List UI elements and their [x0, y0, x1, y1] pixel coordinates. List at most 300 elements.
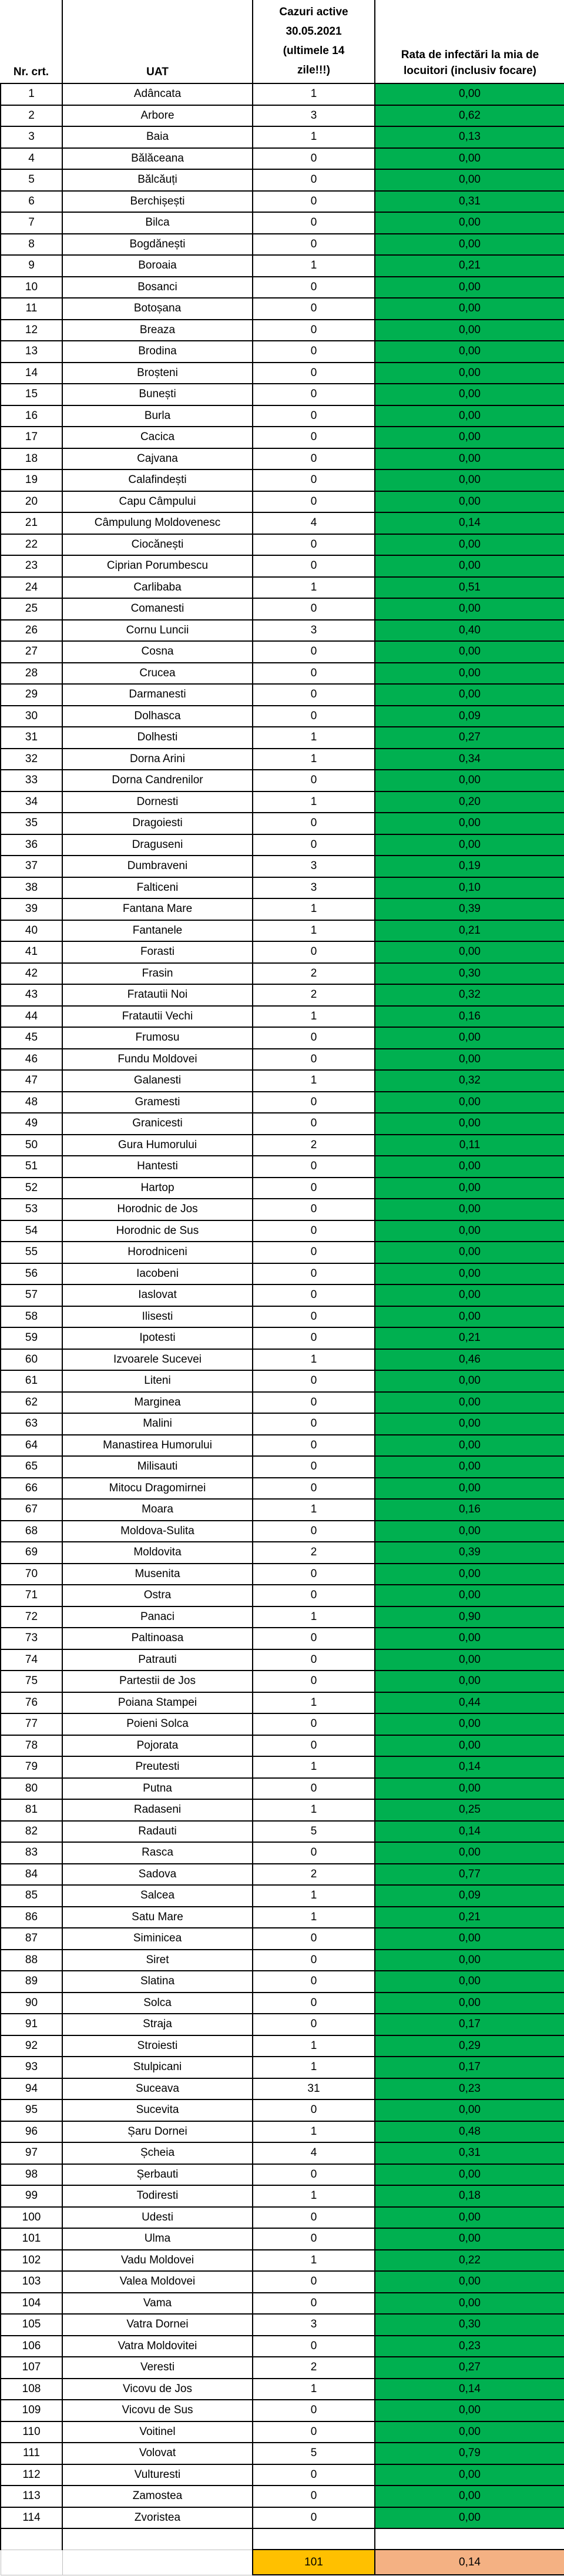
cell-cases: 0	[253, 1950, 375, 1971]
table-row	[1, 1864, 564, 1886]
cell-rate: 0,77	[375, 1864, 564, 1886]
cell-uat: Poiana Stampei	[62, 1692, 253, 1714]
cell-rate: 0,00	[375, 1242, 564, 1263]
cell-rate: 0,00	[375, 384, 564, 405]
cell-rate: 0,23	[375, 2078, 564, 2100]
cell-cases: 0	[253, 491, 375, 513]
cell-cases: 0	[253, 534, 375, 556]
cell-cases: 0	[253, 813, 375, 834]
table-row	[1, 1306, 564, 1328]
cell-uat: Moara	[62, 1499, 253, 1521]
cell-nr: 99	[1, 2185, 62, 2207]
cell-uat: Radaseni	[62, 1799, 253, 1821]
cell-nr: 28	[1, 663, 62, 685]
cell-rate: 0,00	[375, 1735, 564, 1757]
cell-uat: Ciprian Porumbescu	[62, 555, 253, 577]
cell-cases: 1	[253, 1070, 375, 1092]
cell-rate: 0,00	[375, 212, 564, 234]
cell-rate: 0,21	[375, 920, 564, 942]
cell-cases: 5	[253, 1821, 375, 1843]
cell-rate: 0,00	[375, 1993, 564, 2014]
cell-nr: 98	[1, 2164, 62, 2186]
cell-cases: 0	[253, 1435, 375, 1457]
cell-cases: 0	[253, 1156, 375, 1178]
blank-cell-uat	[62, 2528, 253, 2550]
cell-uat: Straja	[62, 2014, 253, 2035]
table-row	[1, 427, 564, 448]
cell-rate: 0,00	[375, 448, 564, 470]
cell-cases: 0	[253, 1327, 375, 1349]
table-row	[1, 384, 564, 405]
cell-rate: 0,17	[375, 2014, 564, 2035]
cell-nr: 13	[1, 341, 62, 363]
cell-rate: 0,00	[375, 2228, 564, 2250]
cell-uat: Pojorata	[62, 1735, 253, 1757]
table-header	[1, 0, 564, 83]
table-row	[1, 1993, 564, 2014]
cell-nr: 90	[1, 1993, 62, 2014]
table-row	[1, 1006, 564, 1028]
cell-rate: 0,00	[375, 169, 564, 191]
cell-uat: Mitocu Dragomirnei	[62, 1478, 253, 1500]
cell-cases: 0	[253, 641, 375, 663]
cell-uat: Cacica	[62, 427, 253, 448]
cell-uat: Șcheia	[62, 2142, 253, 2164]
cell-rate: 0,90	[375, 1606, 564, 1628]
cell-rate: 0,00	[375, 1178, 564, 1199]
cell-uat: Horodnic de Sus	[62, 1220, 253, 1242]
cell-uat: Gura Humorului	[62, 1135, 253, 1156]
cell-cases: 0	[253, 2336, 375, 2357]
table-row	[1, 212, 564, 234]
cell-cases: 2	[253, 963, 375, 985]
table-row	[1, 2099, 564, 2121]
cell-uat: Vadu Moldovei	[62, 2250, 253, 2272]
cell-cases: 0	[253, 2507, 375, 2529]
cell-nr: 100	[1, 2207, 62, 2229]
table-row	[1, 1735, 564, 1757]
cell-nr: 8	[1, 234, 62, 256]
table-row	[1, 512, 564, 534]
cell-nr: 102	[1, 2250, 62, 2272]
cell-nr: 112	[1, 2464, 62, 2486]
table-row	[1, 2443, 564, 2464]
table-row	[1, 2057, 564, 2078]
blank-cell-nr	[1, 2528, 62, 2550]
table-row	[1, 2357, 564, 2379]
table-row	[1, 663, 564, 685]
cell-nr: 22	[1, 534, 62, 556]
cell-rate: 0,00	[375, 534, 564, 556]
cell-uat: Frumosu	[62, 1027, 253, 1049]
table-row	[1, 298, 564, 320]
table-row	[1, 920, 564, 942]
cell-rate: 0,00	[375, 469, 564, 491]
cell-rate: 0,00	[375, 1049, 564, 1071]
cell-nr: 35	[1, 813, 62, 834]
cell-rate: 0,34	[375, 749, 564, 770]
cell-uat: Panaci	[62, 1606, 253, 1628]
cell-nr: 3	[1, 126, 62, 148]
cell-uat: Udesti	[62, 2207, 253, 2229]
cell-rate: 0,00	[375, 1435, 564, 1457]
cell-nr: 65	[1, 1456, 62, 1478]
cell-nr: 38	[1, 877, 62, 899]
cell-uat: Veresti	[62, 2357, 253, 2379]
table-row	[1, 1778, 564, 1800]
cell-nr: 50	[1, 1135, 62, 1156]
table-row	[1, 898, 564, 920]
cell-nr: 14	[1, 363, 62, 384]
cell-uat: Moldova-Sulita	[62, 1521, 253, 1542]
table-row	[1, 2207, 564, 2229]
cell-nr: 11	[1, 298, 62, 320]
cell-cases: 0	[253, 1778, 375, 1800]
cell-nr: 36	[1, 834, 62, 856]
cell-uat: Dumbraveni	[62, 856, 253, 877]
table-row	[1, 727, 564, 749]
cell-rate: 0,00	[375, 1713, 564, 1735]
cell-cases: 0	[253, 148, 375, 170]
table-row	[1, 1799, 564, 1821]
cell-nr: 74	[1, 1649, 62, 1671]
cell-nr: 88	[1, 1950, 62, 1971]
cell-cases: 1	[253, 898, 375, 920]
cell-rate: 0,00	[375, 1842, 564, 1864]
cell-cases: 0	[253, 555, 375, 577]
blank-cell-rate	[375, 2528, 564, 2550]
cell-uat: Galanesti	[62, 1070, 253, 1092]
cell-cases: 0	[253, 469, 375, 491]
table-row	[1, 1692, 564, 1714]
cell-rate: 0,39	[375, 898, 564, 920]
cell-uat: Boroaia	[62, 255, 253, 277]
cell-rate: 0,00	[375, 834, 564, 856]
cell-uat: Stulpicani	[62, 2057, 253, 2078]
cell-rate: 0,14	[375, 2379, 564, 2400]
cell-uat: Arbore	[62, 105, 253, 127]
cell-uat: Voitinel	[62, 2421, 253, 2443]
table-row	[1, 963, 564, 985]
cell-nr: 39	[1, 898, 62, 920]
cell-rate: 0,00	[375, 1649, 564, 1671]
header-infection-rate	[375, 0, 564, 83]
table-row	[1, 1027, 564, 1049]
table-row	[1, 555, 564, 577]
cell-cases: 0	[253, 191, 375, 213]
cell-cases: 2	[253, 984, 375, 1006]
cell-uat: Comanesti	[62, 598, 253, 620]
cell-rate: 0,00	[375, 1370, 564, 1392]
header-infection-rate-line2: locuitori (inclusiv focare)	[404, 65, 536, 77]
cell-nr: 75	[1, 1671, 62, 1692]
cell-cases: 1	[253, 83, 375, 105]
table-row	[1, 620, 564, 642]
cell-nr: 79	[1, 1756, 62, 1778]
cell-nr: 31	[1, 727, 62, 749]
cell-nr: 32	[1, 749, 62, 770]
cell-cases: 0	[253, 1392, 375, 1414]
cell-cases: 0	[253, 684, 375, 706]
header-nr-crt-label: Nr. crt.	[13, 66, 49, 78]
cell-cases: 2	[253, 2357, 375, 2379]
cell-uat: Baia	[62, 126, 253, 148]
cell-uat: Partestii de Jos	[62, 1671, 253, 1692]
cell-nr: 109	[1, 2400, 62, 2421]
cell-uat: Radauti	[62, 1821, 253, 1843]
cell-cases: 0	[253, 384, 375, 405]
cell-cases: 0	[253, 1199, 375, 1220]
cell-rate: 0,20	[375, 791, 564, 813]
cell-rate: 0,13	[375, 126, 564, 148]
cell-rate: 0,51	[375, 577, 564, 599]
cell-uat: Slatina	[62, 1971, 253, 1993]
cell-cases: 1	[253, 1006, 375, 1028]
table-row	[1, 2293, 564, 2315]
cell-rate: 0,00	[375, 2271, 564, 2293]
cell-rate: 0,00	[375, 1113, 564, 1135]
cell-cases: 0	[253, 1263, 375, 1285]
cell-rate: 0,29	[375, 2035, 564, 2057]
cell-cases: 0	[253, 2486, 375, 2507]
cell-nr: 96	[1, 2121, 62, 2143]
cell-uat: Draguseni	[62, 834, 253, 856]
blank-row	[1, 2528, 564, 2550]
cell-uat: Suceava	[62, 2078, 253, 2100]
cell-nr: 86	[1, 1907, 62, 1928]
table-body	[1, 83, 564, 2528]
table-row	[1, 534, 564, 556]
table-row	[1, 2164, 564, 2186]
cell-nr: 25	[1, 598, 62, 620]
total-infection-rate-value: 0,14	[375, 2550, 564, 2575]
cell-rate: 0,00	[375, 2164, 564, 2186]
table-row	[1, 2336, 564, 2357]
cell-rate: 0,22	[375, 2250, 564, 2272]
cell-cases: 0	[253, 2014, 375, 2035]
cell-rate: 0,14	[375, 1756, 564, 1778]
cell-uat: Ulma	[62, 2228, 253, 2250]
cell-cases: 1	[253, 1606, 375, 1628]
cell-nr: 92	[1, 2035, 62, 2057]
cell-nr: 105	[1, 2314, 62, 2336]
table-row	[1, 2035, 564, 2057]
table-row	[1, 2014, 564, 2035]
table-row	[1, 1671, 564, 1692]
table-row	[1, 2486, 564, 2507]
cell-nr: 83	[1, 1842, 62, 1864]
cell-cases: 0	[253, 598, 375, 620]
table-row	[1, 341, 564, 363]
cell-rate: 0,00	[375, 2421, 564, 2443]
cell-uat: Vulturesti	[62, 2464, 253, 2486]
table-row	[1, 1220, 564, 1242]
table-row	[1, 1456, 564, 1478]
cell-cases: 4	[253, 2142, 375, 2164]
cell-rate: 0,00	[375, 1392, 564, 1414]
cell-nr: 6	[1, 191, 62, 213]
cell-uat: Milisauti	[62, 1456, 253, 1478]
cell-rate: 0,00	[375, 2464, 564, 2486]
table-row	[1, 1070, 564, 1092]
table-row	[1, 320, 564, 341]
cell-cases: 0	[253, 1220, 375, 1242]
cell-rate: 0,00	[375, 1199, 564, 1220]
cell-cases: 1	[253, 2035, 375, 2057]
cell-rate: 0,10	[375, 877, 564, 899]
cell-cases: 0	[253, 1370, 375, 1392]
cell-nr: 71	[1, 1585, 62, 1606]
cell-uat: Fantanele	[62, 920, 253, 942]
table-row	[1, 2379, 564, 2400]
table-row	[1, 191, 564, 213]
cell-rate: 0,44	[375, 1692, 564, 1714]
cell-nr: 91	[1, 2014, 62, 2035]
cell-uat: Frasin	[62, 963, 253, 985]
cell-uat: Manastirea Humorului	[62, 1435, 253, 1457]
table-row	[1, 148, 564, 170]
cell-rate: 0,00	[375, 1456, 564, 1478]
table-row	[1, 941, 564, 963]
cell-rate: 0,25	[375, 1799, 564, 1821]
table-row	[1, 1928, 564, 1950]
cell-uat: Cosna	[62, 641, 253, 663]
table-row	[1, 2078, 564, 2100]
cell-uat: Valea Moldovei	[62, 2271, 253, 2293]
cell-rate: 0,32	[375, 984, 564, 1006]
cell-nr: 110	[1, 2421, 62, 2443]
header-infection-rate-line1: Rata de infectări la mia de	[401, 49, 539, 61]
total-active-cases-value: 101	[253, 2550, 375, 2575]
table-row	[1, 1370, 564, 1392]
table-row	[1, 1327, 564, 1349]
cell-nr: 24	[1, 577, 62, 599]
cell-rate: 0,00	[375, 1671, 564, 1692]
cell-uat: Adâncata	[62, 83, 253, 105]
table-row	[1, 813, 564, 834]
cell-nr: 60	[1, 1349, 62, 1371]
table-row	[1, 105, 564, 127]
cell-nr: 84	[1, 1864, 62, 1886]
cell-nr: 93	[1, 2057, 62, 2078]
cell-nr: 82	[1, 1821, 62, 1843]
cell-rate: 0,46	[375, 1349, 564, 1371]
cell-cases: 1	[253, 1499, 375, 1521]
cell-rate: 0,00	[375, 2099, 564, 2121]
cell-cases: 1	[253, 577, 375, 599]
cell-rate: 0,00	[375, 2507, 564, 2529]
cell-nr: 58	[1, 1306, 62, 1328]
cell-rate: 0,00	[375, 1478, 564, 1500]
total-empty-nr-cell	[1, 2550, 62, 2575]
cell-uat: Cajvana	[62, 448, 253, 470]
table-row	[1, 749, 564, 770]
header-active-cases-line4: zile!!!)	[297, 63, 330, 76]
cell-nr: 63	[1, 1413, 62, 1435]
cell-nr: 67	[1, 1499, 62, 1521]
cell-rate: 0,00	[375, 941, 564, 963]
cell-rate: 0,16	[375, 1006, 564, 1028]
cell-rate: 0,00	[375, 1306, 564, 1328]
table-row	[1, 1478, 564, 1500]
cell-uat: Zamostea	[62, 2486, 253, 2507]
cell-cases: 0	[253, 1092, 375, 1113]
total-row	[1, 2550, 564, 2575]
cell-nr: 29	[1, 684, 62, 706]
cell-rate: 0,00	[375, 770, 564, 791]
cell-cases: 0	[253, 1113, 375, 1135]
cell-nr: 81	[1, 1799, 62, 1821]
cell-nr: 1	[1, 83, 62, 105]
cell-cases: 2	[253, 1542, 375, 1564]
table-row	[1, 1113, 564, 1135]
cell-cases: 0	[253, 1735, 375, 1757]
cell-rate: 0,00	[375, 1263, 564, 1285]
cell-cases: 1	[253, 1907, 375, 1928]
cell-cases: 3	[253, 856, 375, 877]
cell-nr: 73	[1, 1628, 62, 1649]
table-row	[1, 1628, 564, 1649]
cell-uat: Fratautii Noi	[62, 984, 253, 1006]
cell-cases: 0	[253, 427, 375, 448]
cell-uat: Rasca	[62, 1842, 253, 1864]
cell-rate: 0,00	[375, 405, 564, 427]
cell-cases: 1	[253, 1756, 375, 1778]
cell-nr: 10	[1, 277, 62, 298]
cell-rate: 0,32	[375, 1070, 564, 1092]
cell-nr: 56	[1, 1263, 62, 1285]
table-row	[1, 2250, 564, 2272]
cell-cases: 3	[253, 877, 375, 899]
cell-nr: 21	[1, 512, 62, 534]
cell-cases: 0	[253, 2271, 375, 2293]
cell-cases: 1	[253, 1349, 375, 1371]
cell-uat: Moldovita	[62, 1542, 253, 1564]
cell-cases: 0	[253, 1564, 375, 1585]
cell-uat: Iacobeni	[62, 1263, 253, 1285]
cell-uat: Bilca	[62, 212, 253, 234]
cell-rate: 0,31	[375, 191, 564, 213]
header-nr-crt	[1, 0, 62, 83]
cell-uat: Șaru Dornei	[62, 2121, 253, 2143]
cell-uat: Volovat	[62, 2443, 253, 2464]
cell-cases: 0	[253, 234, 375, 256]
cell-uat: Paltinoasa	[62, 1628, 253, 1649]
cell-nr: 42	[1, 963, 62, 985]
cell-uat: Vicovu de Jos	[62, 2379, 253, 2400]
cell-uat: Horodniceni	[62, 1242, 253, 1263]
table-row	[1, 577, 564, 599]
table-row	[1, 834, 564, 856]
cell-cases: 0	[253, 1993, 375, 2014]
table-row	[1, 1242, 564, 1263]
cell-cases: 0	[253, 212, 375, 234]
table-row	[1, 2421, 564, 2443]
table-row	[1, 469, 564, 491]
cell-nr: 55	[1, 1242, 62, 1263]
cell-nr: 97	[1, 2142, 62, 2164]
cell-cases: 1	[253, 1799, 375, 1821]
cell-uat: Siminicea	[62, 1928, 253, 1950]
cell-nr: 113	[1, 2486, 62, 2507]
table-row	[1, 405, 564, 427]
table-row	[1, 706, 564, 727]
table-row	[1, 2464, 564, 2486]
cell-rate: 0,30	[375, 963, 564, 985]
cell-rate: 0,14	[375, 1821, 564, 1843]
table-row	[1, 1713, 564, 1735]
cell-nr: 19	[1, 469, 62, 491]
